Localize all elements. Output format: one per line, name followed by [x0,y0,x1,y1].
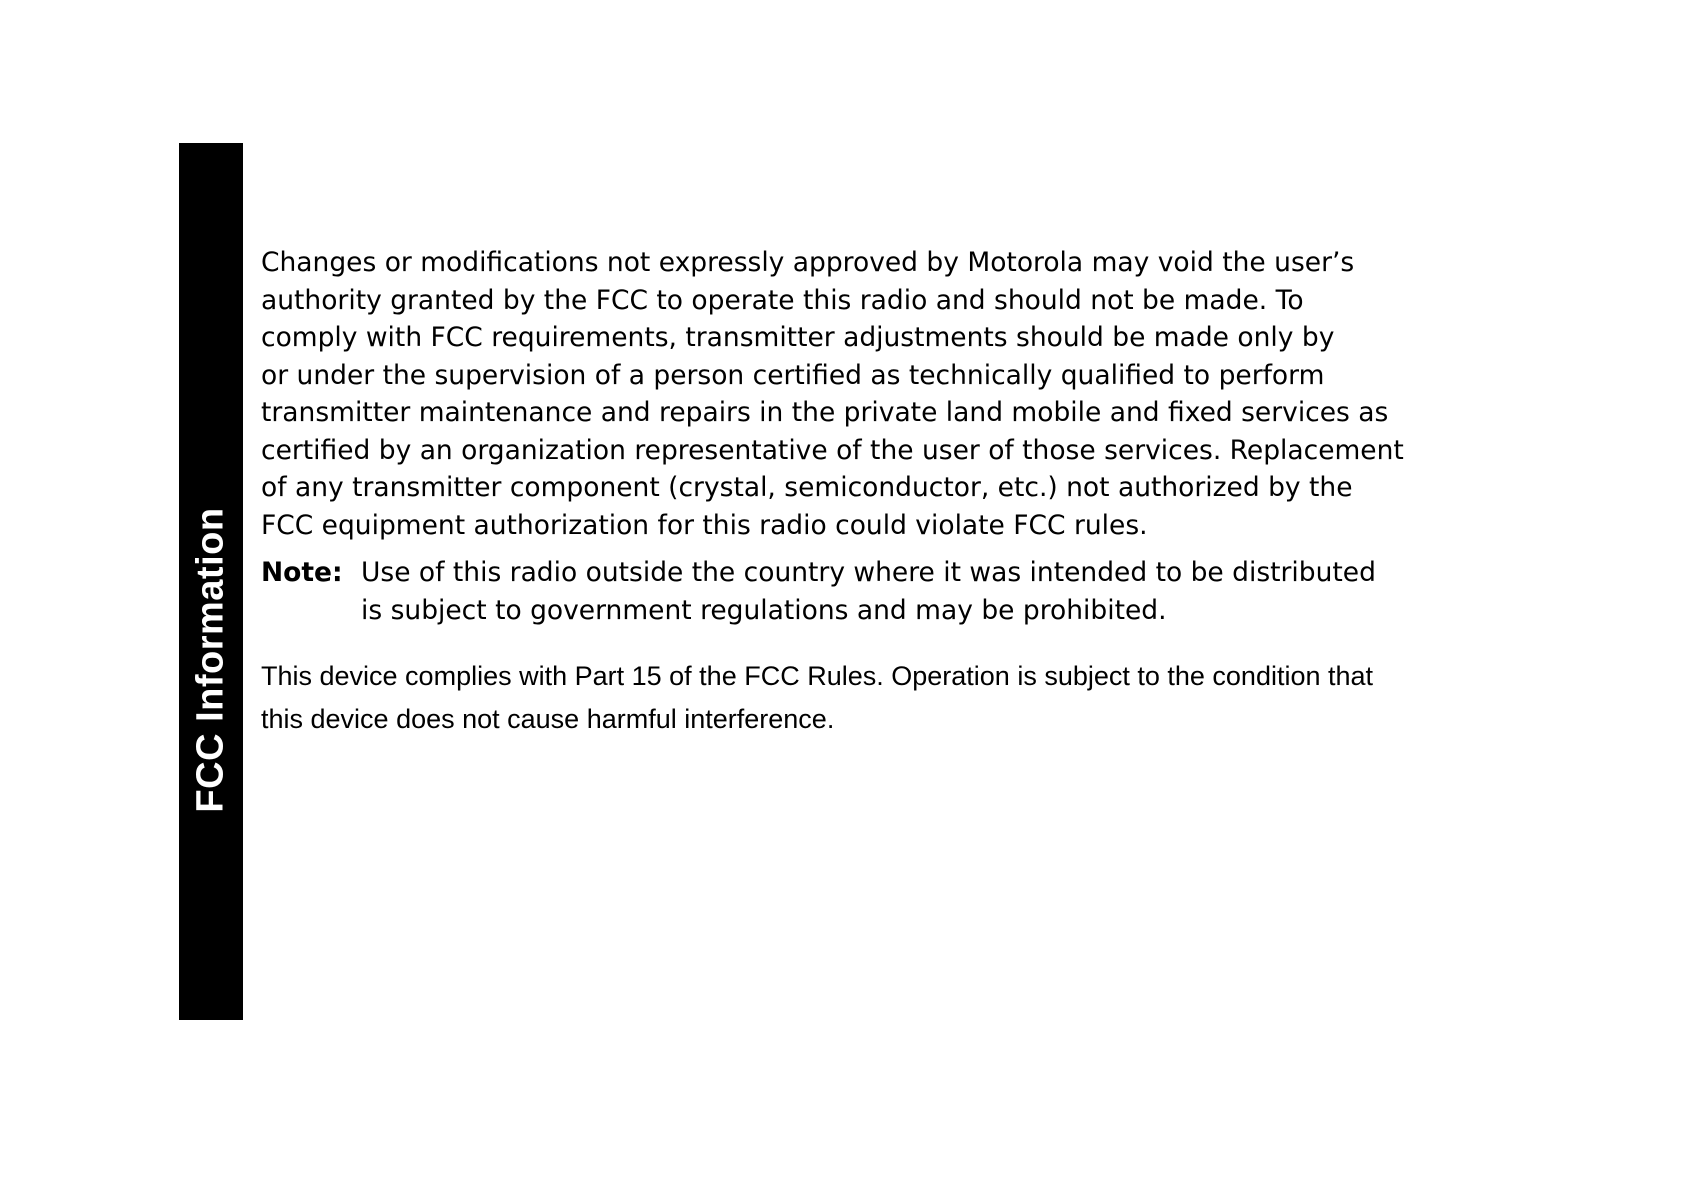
paragraph-line: of any transmitter component (crystal, semiconductor, etc.) not authorized by the [261,472,1353,503]
note-block [261,554,1591,629]
paragraph-line: authority granted by the FCC to operate this radio and should not be made. To [261,284,1304,316]
paragraph-line: this device does not cause harmful interference. [261,704,835,734]
paragraph-line: FCC equipment authorization for this radio could violate FCC rules. [261,509,1148,541]
section-title: FCC Information [189,507,232,813]
note-label: Note: [261,557,343,588]
paragraph-line: certified by an organization representative of the user of those services. Replacement [261,434,1404,466]
paragraph-line: or under the supervision of a person certified as technically qualified to perform [261,359,1325,391]
note-first-line [261,554,1591,592]
paragraph-line: comply with FCC requirements, transmitter adjustments should be made only by [261,322,1335,353]
paragraph-line: Changes or modifications not expressly approved by Motorola may void the user’s [261,247,1355,278]
paragraph-line: This device complies with Part 15 of the FCC Rules. Operation is subject to the condition that [261,661,1374,691]
part15-compliance-paragraph [261,655,1591,741]
note-text: is subject to government regulations and may be prohibited. [361,594,1167,626]
page-content [261,244,1591,741]
fcc-modifications-paragraph [261,244,1591,544]
section-side-tab [179,143,243,1020]
note-text: Use of this radio outside the country where it was intended to be distributed [361,557,1376,588]
paragraph-line: transmitter maintenance and repairs in the private land mobile and fixed services as [261,397,1389,428]
